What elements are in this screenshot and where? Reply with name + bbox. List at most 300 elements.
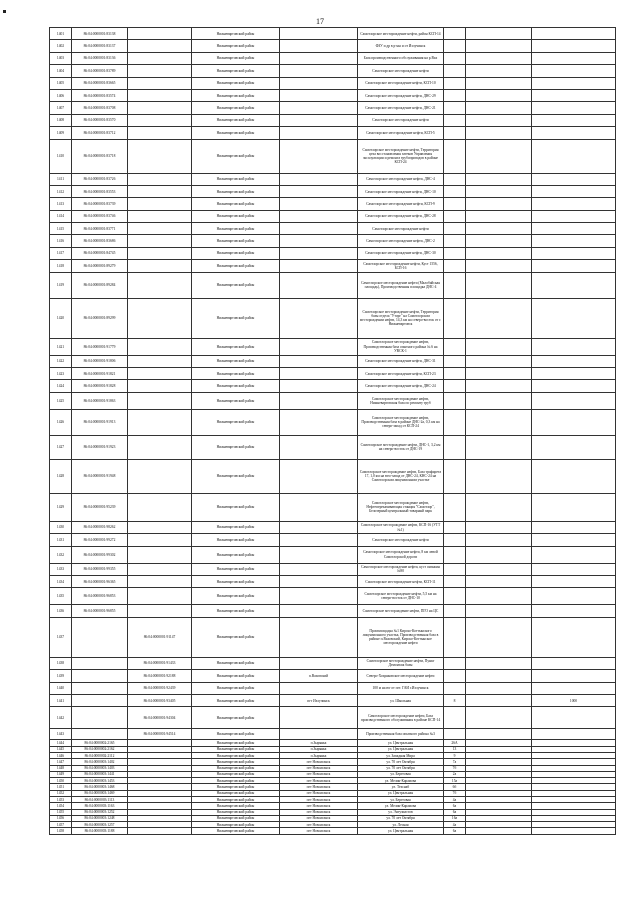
house-number-cell (444, 223, 466, 235)
building-cell (466, 235, 532, 247)
cadastral-number-cell: 86:04:0000001:83570 (72, 114, 128, 126)
row-number-cell: 1436 (50, 605, 72, 617)
building-cell (466, 534, 532, 546)
table-row (50, 114, 616, 126)
district-cell: Нижневартовский район (192, 102, 280, 114)
district-cell: Нижневартовский район (192, 493, 280, 521)
row-number-cell: 1440 (50, 682, 72, 694)
table-row (50, 563, 616, 575)
row-number-cell: 1414 (50, 210, 72, 222)
district-cell: Нижневартовский район (192, 790, 280, 796)
object-address-cell: База производственного обслуживания на р.Вах (358, 52, 444, 64)
row-number-cell: 1428 (50, 459, 72, 493)
cadastral-number-cell: 86:04:0000003:1402 (72, 759, 128, 765)
object-address-cell: Самотлорское месторождение нефти, ДНС-24 (358, 380, 444, 392)
house-number-cell (444, 435, 466, 459)
cadastral-number-alt-cell (128, 185, 192, 197)
row-number-cell: 1443 (50, 729, 72, 740)
building-cell (466, 139, 532, 173)
table-row (50, 694, 616, 706)
object-address-cell: ул. 70 лет Октября (358, 759, 444, 765)
locality-cell (280, 617, 358, 657)
cadastral-number-cell: 86:04:0000001:83553 (72, 185, 128, 197)
building-cell (466, 521, 532, 533)
row-number-cell: 1444 (50, 740, 72, 746)
cadastral-number-cell: 86:04:0000001:83771 (72, 223, 128, 235)
building-cell (466, 173, 532, 185)
house-number-cell: 8 (444, 694, 466, 706)
district-cell: Нижневартовский район (192, 355, 280, 367)
extra-cell (532, 247, 616, 259)
cadastral-number-cell: 86:04:0000001:91923 (72, 435, 128, 459)
extra-cell (532, 521, 616, 533)
locality-cell (280, 272, 358, 298)
object-address-cell: ул. Центральная (358, 790, 444, 796)
building-cell (466, 223, 532, 235)
building-cell (466, 546, 532, 563)
house-number-cell: 4а (444, 797, 466, 803)
cadastral-number-cell (72, 694, 128, 706)
locality-cell: пгт Новоаганск (280, 809, 358, 815)
cadastral-number-alt-cell (128, 89, 192, 101)
object-address-cell: Самотлорское месторождение нефти, Нефтеперекачивающая станция "Самотлор", Белозерный центральный товарный парк (358, 493, 444, 521)
object-address-cell: Самотлорское месторождение нефти, ДНС-29 (358, 89, 444, 101)
cadastral-number-alt-cell (128, 298, 192, 338)
district-cell: Нижневартовский район (192, 778, 280, 784)
cadastral-number-cell (72, 657, 128, 669)
district-cell: Нижневартовский район (192, 127, 280, 139)
table-row (50, 729, 616, 740)
district-cell: Нижневартовский район (192, 657, 280, 669)
row-number-cell: 1408 (50, 114, 72, 126)
building-cell (466, 247, 532, 259)
house-number-cell: 2а (444, 771, 466, 777)
extra-cell (532, 173, 616, 185)
cadastral-number-alt-cell (128, 355, 192, 367)
district-cell: Нижневартовский район (192, 368, 280, 380)
district-cell: Нижневартовский район (192, 89, 280, 101)
district-cell: Нижневартовский район (192, 575, 280, 587)
district-cell: Нижневартовский район (192, 759, 280, 765)
object-address-cell: Самотлорское месторождение нефти, ДНС-21 (358, 102, 444, 114)
cadastral-number-cell: 86:04:0000002:2112 (72, 752, 128, 758)
extra-cell (532, 707, 616, 729)
object-address-cell: Промплощадка №1 Кирско-Коттынского лицензионного участка, Производственная база в районе п.Ваховский, Кирско-Коттынское месторождение нефти (358, 617, 444, 657)
table-row (50, 380, 616, 392)
cadastral-number-cell: 86:04:0000003:1469 (72, 790, 128, 796)
extra-cell (532, 89, 616, 101)
cadastral-number-cell: 86:04:0000003:1188 (72, 828, 128, 834)
district-cell: Нижневартовский район (192, 65, 280, 77)
house-number-cell (444, 139, 466, 173)
building-cell (466, 707, 532, 729)
cadastral-number-cell: 86:04:0000001:91806 (72, 355, 128, 367)
cadastral-number-alt-cell (128, 223, 192, 235)
building-cell (466, 435, 532, 459)
cadastral-number-cell: 86:04:0000001:91863 (72, 392, 128, 409)
object-address-cell: ФЗУ и др в р-ны и от Излучинск (358, 40, 444, 52)
locality-cell: пгт Новоаганск (280, 759, 358, 765)
locality-cell (280, 534, 358, 546)
extra-cell (532, 77, 616, 89)
extra-cell (532, 139, 616, 173)
table-row (50, 657, 616, 669)
object-address-cell: Самотлорское месторождение нефти (358, 534, 444, 546)
district-cell: Нижневартовский район (192, 534, 280, 546)
extra-cell (532, 198, 616, 210)
building-cell (466, 409, 532, 435)
table-row (50, 139, 616, 173)
object-address-cell: Самотлорское месторождение нефти, ДНС-10 (358, 185, 444, 197)
object-address-cell: ул. Центральная (358, 746, 444, 752)
row-number-cell: 1450 (50, 778, 72, 784)
cadastral-number-alt-cell (128, 380, 192, 392)
extra-cell (532, 588, 616, 605)
cadastral-number-cell: 86:04:0000001:96365 (72, 575, 128, 587)
building-cell (466, 828, 532, 834)
extra-cell (532, 65, 616, 77)
district-cell: Нижневартовский район (192, 588, 280, 605)
locality-cell (280, 247, 358, 259)
cadastral-number-alt-cell (128, 235, 192, 247)
extra-cell (532, 210, 616, 222)
house-number-cell (444, 247, 466, 259)
locality-cell: пгт Новоаганск (280, 784, 358, 790)
locality-cell (280, 682, 358, 694)
row-number-cell: 1426 (50, 409, 72, 435)
row-number-cell: 1454 (50, 803, 72, 809)
table-row (50, 52, 616, 64)
cadastral-number-cell (72, 729, 128, 740)
row-number-cell: 1424 (50, 380, 72, 392)
district-cell: Нижневартовский район (192, 272, 280, 298)
row-number-cell: 1425 (50, 392, 72, 409)
cadastral-number-alt-cell (128, 534, 192, 546)
house-number-cell (444, 588, 466, 605)
object-address-cell: Северо-Хохряковское месторождение нефти (358, 670, 444, 682)
locality-cell (280, 657, 358, 669)
locality-cell (280, 102, 358, 114)
district-cell: Нижневартовский район (192, 521, 280, 533)
building-cell (466, 114, 532, 126)
locality-cell (280, 198, 358, 210)
cadastral-number-cell: 86:04:0000003:1453 (72, 778, 128, 784)
cadastral-number-cell: 86:04:0000003:1163 (72, 803, 128, 809)
locality-cell (280, 521, 358, 533)
table-row (50, 435, 616, 459)
object-address-cell: Самотлорское месторождение нефти, ПГО на ЦС (358, 605, 444, 617)
row-number-cell: 1439 (50, 670, 72, 682)
locality-cell (280, 707, 358, 729)
extra-cell (532, 127, 616, 139)
object-address-cell: Самотлорское месторождение нефти, Куст 1556, БСП-16 (358, 260, 444, 272)
district-cell: Нижневартовский район (192, 822, 280, 828)
locality-cell (280, 588, 358, 605)
table-row (50, 617, 616, 657)
cadastral-number-cell: 86:04:0000001:83712 (72, 127, 128, 139)
cadastral-number-alt-cell (128, 173, 192, 185)
object-address-cell: Самотлорское месторождение нефти, КСП-16 (УТТ №1) (358, 521, 444, 533)
row-number-cell: 1423 (50, 368, 72, 380)
cadastral-number-alt-cell (128, 260, 192, 272)
cadastral-number-alt-cell (128, 546, 192, 563)
extra-cell (532, 729, 616, 740)
cadastral-number-cell (72, 617, 128, 657)
building-cell (466, 459, 532, 493)
district-cell: Нижневартовский район (192, 185, 280, 197)
house-number-cell: 4а (444, 822, 466, 828)
extra-cell (532, 185, 616, 197)
table-row (50, 368, 616, 380)
district-cell: Нижневартовский район (192, 694, 280, 706)
row-number-cell: 1418 (50, 260, 72, 272)
building-cell (466, 338, 532, 355)
object-address-cell: Самотлорское месторождение нефти, КСП-9 (358, 198, 444, 210)
locality-cell (280, 223, 358, 235)
table-row (50, 392, 616, 409)
district-cell: Нижневартовский район (192, 670, 280, 682)
house-number-cell (444, 459, 466, 493)
extra-cell (532, 459, 616, 493)
cadastral-number-alt-cell (128, 409, 192, 435)
district-cell: Нижневартовский район (192, 815, 280, 821)
building-cell (466, 729, 532, 740)
district-cell: Нижневартовский район (192, 797, 280, 803)
table-row (50, 260, 616, 272)
extra-cell (532, 435, 616, 459)
locality-cell (280, 459, 358, 493)
locality-cell (280, 139, 358, 173)
cadastral-number-alt-cell (128, 338, 192, 355)
table-row (50, 127, 616, 139)
building-cell (466, 260, 532, 272)
building-cell (466, 368, 532, 380)
house-number-cell: 26А (444, 740, 466, 746)
cadastral-number-cell: 86:04:0000003:1248 (72, 815, 128, 821)
district-cell: Нижневартовский район (192, 617, 280, 657)
locality-cell (280, 298, 358, 338)
house-number-cell (444, 198, 466, 210)
locality-cell (280, 338, 358, 355)
row-number-cell: 1415 (50, 223, 72, 235)
extra-cell (532, 114, 616, 126)
row-number-cell: 1410 (50, 139, 72, 173)
object-address-cell: Самотлорское месторождение нефти, Пункт Демонтаж базы (358, 657, 444, 669)
locality-cell (280, 729, 358, 740)
extra-cell (532, 617, 616, 657)
cadastral-number-alt-cell (128, 114, 192, 126)
object-address-cell: Самотлорское месторождение нефти, ДНС-1, 3,2 км на северо-восток от ДНС-19 (358, 435, 444, 459)
cadastral-number-alt-cell (128, 368, 192, 380)
extra-cell (532, 575, 616, 587)
cadastral-number-cell: 86:04:0000001:83718 (72, 139, 128, 173)
locality-cell (280, 575, 358, 587)
locality-cell (280, 435, 358, 459)
extra-cell (532, 272, 616, 298)
locality-cell: пгт Новоаганск (280, 771, 358, 777)
district-cell: Нижневартовский район (192, 173, 280, 185)
district-cell: Нижневартовский район (192, 52, 280, 64)
extra-cell (532, 52, 616, 64)
cadastral-number-alt-cell: 86:04:0000001:92439 (128, 682, 192, 694)
locality-cell (280, 40, 358, 52)
cadastral-number-alt-cell (128, 65, 192, 77)
cadastral-number-cell (72, 670, 128, 682)
row-number-cell: 1407 (50, 102, 72, 114)
cadastral-number-cell: 86:04:0000001:83708 (72, 102, 128, 114)
cadastral-number-alt-cell: 86:04:0000001:91433 (128, 657, 192, 669)
locality-cell (280, 77, 358, 89)
locality-cell (280, 605, 358, 617)
building-cell (466, 298, 532, 338)
row-number-cell: 1435 (50, 588, 72, 605)
table-row (50, 89, 616, 101)
row-number-cell: 1417 (50, 247, 72, 259)
district-cell: Нижневартовский район (192, 809, 280, 815)
cadastral-number-alt-cell (128, 52, 192, 64)
extra-cell (532, 368, 616, 380)
house-number-cell: 6б (444, 784, 466, 790)
house-number-cell (444, 392, 466, 409)
building-cell (466, 40, 532, 52)
cadastral-number-alt-cell (128, 563, 192, 575)
table-row (50, 272, 616, 298)
house-number-cell (444, 235, 466, 247)
locality-cell (280, 409, 358, 435)
building-cell (466, 77, 532, 89)
cadastral-number-cell: 86:04:0000001:99272 (72, 534, 128, 546)
object-address-cell: ул. 70 лет Октября (358, 765, 444, 771)
building-cell (466, 185, 532, 197)
row-number-cell: 1427 (50, 435, 72, 459)
object-address-cell: Самотлорское месторождение нефти, ДНС-28 (358, 210, 444, 222)
district-cell: Нижневартовский район (192, 459, 280, 493)
extra-cell: 1000 (532, 694, 616, 706)
house-number-cell: 15а (444, 778, 466, 784)
cadastral-number-alt-cell (128, 605, 192, 617)
table-row (50, 298, 616, 338)
district-cell: Нижневартовский район (192, 784, 280, 790)
cadastral-number-cell: 86:04:0000001:83726 (72, 173, 128, 185)
table-row (50, 223, 616, 235)
table-row (50, 173, 616, 185)
table-row (50, 546, 616, 563)
house-number-cell (444, 173, 466, 185)
cadastral-number-alt-cell: 86:04:0000001:91147 (128, 617, 192, 657)
cadastral-number-cell: 86:04:0000001:83686 (72, 235, 128, 247)
cadastral-number-alt-cell (128, 127, 192, 139)
cadastral-number-alt-cell (128, 102, 192, 114)
table-row (50, 28, 616, 40)
cadastral-number-alt-cell: 86:04:0000001:94514 (128, 729, 192, 740)
table-row (50, 828, 616, 834)
row-number-cell: 1412 (50, 185, 72, 197)
cadastral-number-alt-cell: 86:04:0000001:92188 (128, 670, 192, 682)
house-number-cell (444, 707, 466, 729)
row-number-cell: 1429 (50, 493, 72, 521)
cadastral-number-cell: 86:04:0000001:91948 (72, 459, 128, 493)
building-cell (466, 670, 532, 682)
extra-cell (532, 657, 616, 669)
cadastral-number-alt-cell (128, 588, 192, 605)
table-row (50, 355, 616, 367)
cadastral-number-alt-cell (128, 40, 192, 52)
locality-cell (280, 235, 358, 247)
object-address-cell: Самотлорское месторождение нефти, район КСП-14 (358, 28, 444, 40)
district-cell: Нижневартовский район (192, 546, 280, 563)
object-address-cell: Самотлорское месторождение нефти, Нижневартовская база по ремонту труб (358, 392, 444, 409)
extra-cell (532, 40, 616, 52)
extra-cell (532, 102, 616, 114)
house-number-cell: 7а (444, 759, 466, 765)
district-cell: Нижневартовский район (192, 338, 280, 355)
locality-cell: п.Зырянка (280, 740, 358, 746)
object-address-cell: ул. Береговая (358, 797, 444, 803)
cadastral-number-cell: 86:04:0000001:83789 (72, 65, 128, 77)
row-number-cell: 1409 (50, 127, 72, 139)
house-number-cell (444, 298, 466, 338)
table-row (50, 338, 616, 355)
building-cell (466, 272, 532, 298)
row-number-cell: 1403 (50, 52, 72, 64)
district-cell: Нижневартовский район (192, 771, 280, 777)
extra-cell (532, 605, 616, 617)
building-cell (466, 210, 532, 222)
row-number-cell: 1455 (50, 809, 72, 815)
house-number-cell (444, 272, 466, 298)
house-number-cell (444, 28, 466, 40)
house-number-cell (444, 617, 466, 657)
cadastral-number-cell: 86:04:0000001:91828 (72, 380, 128, 392)
cadastral-number-cell: 86:04:0000001:83136 (72, 52, 128, 64)
cadastral-number-cell: 86:04:0000001:99355 (72, 563, 128, 575)
locality-cell (280, 185, 358, 197)
building-cell (466, 28, 532, 40)
cadastral-number-cell: 86:04:0000001:99302 (72, 546, 128, 563)
table-row (50, 210, 616, 222)
locality-cell (280, 380, 358, 392)
cadastral-number-cell: 86:04:0000001:83746 (72, 210, 128, 222)
house-number-cell (444, 185, 466, 197)
object-address-cell: Самотлорское месторождение нефти, 8 км левой Самотлорской дороги (358, 546, 444, 563)
object-address-cell: Самотлорское месторождение нефти, База производственного обслуживания в районе КСП-14 (358, 707, 444, 729)
house-number-cell: 6а (444, 809, 466, 815)
locality-cell: пгт Новоаганск (280, 765, 358, 771)
cadastral-number-alt-cell: 86:04:0000001:94304 (128, 707, 192, 729)
row-number-cell: 1433 (50, 563, 72, 575)
locality-cell (280, 52, 358, 64)
house-number-cell: 13 (444, 746, 466, 752)
district-cell: Нижневартовский район (192, 563, 280, 575)
district-cell: Нижневартовский район (192, 765, 280, 771)
table-row (50, 493, 616, 521)
district-cell: Нижневартовский район (192, 198, 280, 210)
row-number-cell: 1446 (50, 752, 72, 758)
building-cell (466, 127, 532, 139)
object-address-cell: Самотлорское месторождение нефти, ДНС-2 (358, 235, 444, 247)
row-number-cell: 1457 (50, 822, 72, 828)
district-cell: Нижневартовский район (192, 828, 280, 834)
cadastral-number-alt-cell (128, 210, 192, 222)
row-number-cell: 1413 (50, 198, 72, 210)
table-row (50, 521, 616, 533)
locality-cell (280, 493, 358, 521)
cadastral-number-cell: 86:04:0000001:89284 (72, 272, 128, 298)
district-cell: Нижневартовский район (192, 435, 280, 459)
object-address-cell: ул. 70 лет Октября (358, 815, 444, 821)
district-cell: Нижневартовский район (192, 746, 280, 752)
extra-cell (532, 355, 616, 367)
